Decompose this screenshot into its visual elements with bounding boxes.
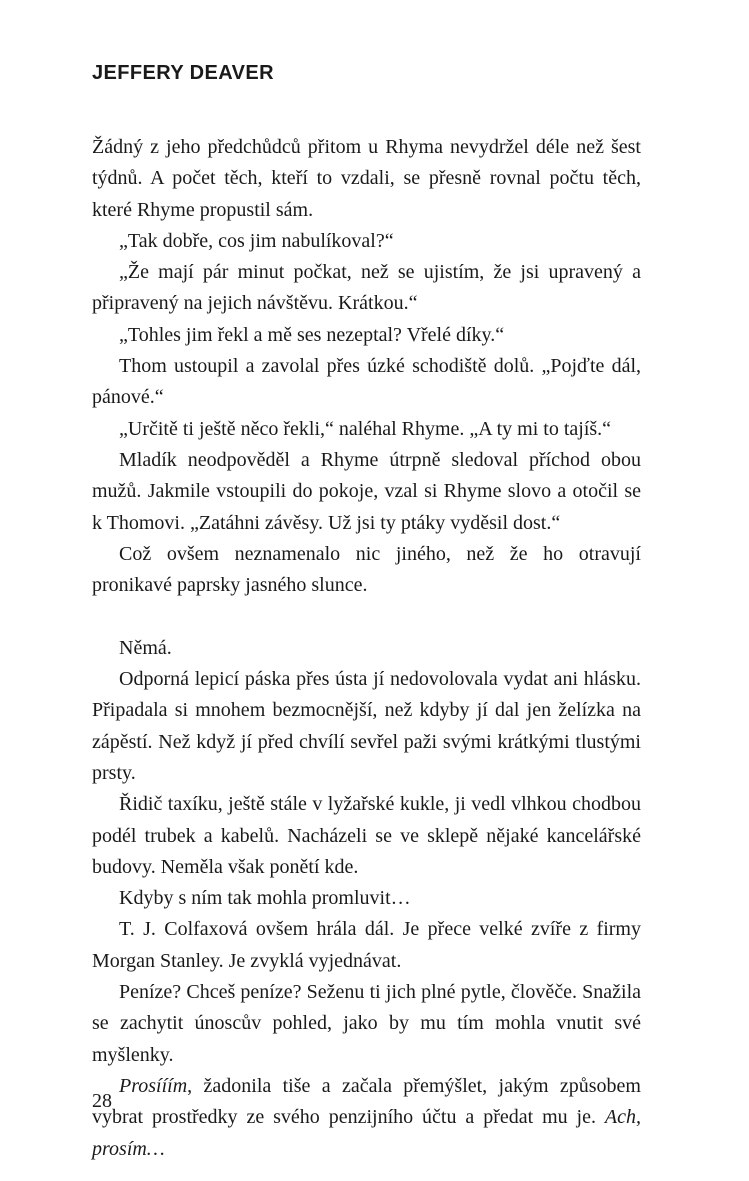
italic-text: Ach, prosím… [92, 1106, 641, 1160]
paragraph: Mladík neodpověděl a Rhyme útrpně sledoval příchod obou mužů. Jakmile vstoupili do pokoje, vzal si Rhyme slovo a otočil se k Thomovi. „Zatáhni závěsy. Už jsi ty ptáky vyděsil dost.“ [92, 448, 641, 534]
paragraph: „Tak dobře, cos jim nabulíkoval?“ [119, 229, 394, 252]
paragraph: Žádný z jeho předchůdců přitom u Rhyma nevydržel déle než šest týdnů. A počet těch, kteří to vzdali, se přesně rovnal počtu těch, které Rhyme propustil sám. [92, 136, 641, 221]
italic-text: Prosííím [119, 1074, 188, 1097]
paragraph: Němá. [119, 636, 172, 659]
paragraph: Thom ustoupil a zavolal přes úzké schodiště dolů. „Pojďte dál, pánové.“ [92, 355, 641, 409]
paragraph: Řidič taxíku, ještě stále v lyžařské kukle, ji vedl vlhkou chodbou podél trubek a kabelů. Nacházeli se ve sklepě nějaké kancelářské budovy. Neměla však ponětí kde. [92, 793, 641, 878]
paragraph: „Tohles jim řekl a mě ses nezeptal? Vřelé díky.“ [119, 323, 505, 346]
paragraph: Kdyby s ním tak mohla promluvit… [119, 887, 411, 910]
paragraph: „Že mají pár minut počkat, než se ujistím, že jsi upravený a připravený na jejich návštěvu. Krátkou.“ [92, 261, 641, 315]
body-text [92, 132, 641, 1165]
page-number: 28 [92, 1090, 112, 1112]
paragraph: Což ovšem neznamenalo nic jiného, než že ho otravují pronikavé paprsky jasného slunce. [92, 542, 641, 597]
paragraph: Peníze? Chceš peníze? Seženu ti jich plné pytle, člověče. Snažila se zachytit únoscův pohled, jako by mu tím mohla vnutit své myšlenky. [92, 981, 641, 1066]
running-head: JEFFERY DEAVER [92, 62, 274, 84]
paragraph: T. J. Colfaxová ovšem hrála dál. Je přece velké zvíře z firmy Morgan Stanley. Je zvyklá vyjednávat. [92, 918, 641, 972]
paragraph: „Určitě ti ještě něco řekli,“ naléhal Rhyme. „A ty mi to tajíš.“ [119, 417, 612, 440]
paragraph: Odporná lepicí páska přes ústa jí nedovolovala vydat ani hlásku. Připadala si mnohem bezmocnější, než kdyby jí dal jen želízka na zápěstí. Než když jí před chvílí sevřel paži svými krátkými tlustými prsty. [92, 668, 641, 784]
paragraph [92, 1071, 641, 1165]
paragraph-text: , žadonila tiše a začala přemýšlet, jakým způsobem vybrat prostředky ze svého penzijního účtu a předat mu je. [92, 1074, 641, 1129]
